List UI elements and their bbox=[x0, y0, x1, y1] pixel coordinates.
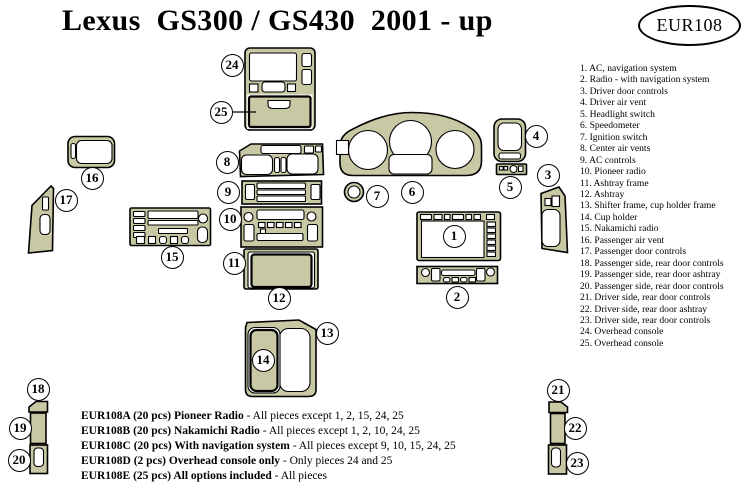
legend-item-5: 5. Headlight switch bbox=[580, 108, 655, 120]
piece-rear-door-controls-18 bbox=[29, 402, 48, 413]
page-title: Lexus GS300 / GS430 2001 - up bbox=[62, 4, 493, 37]
legend-item-25: 25. Overhead console bbox=[580, 337, 664, 349]
callout-23: 23 bbox=[566, 452, 589, 475]
legend-item-22: 22. Driver side, rear door ashtray bbox=[580, 303, 708, 315]
kit-description: - All pieces bbox=[271, 469, 327, 482]
piece-rear-door-ashtray-22 bbox=[551, 414, 566, 444]
callout-20: 20 bbox=[8, 449, 31, 472]
piece-pioneer-radio-10 bbox=[241, 207, 323, 247]
legend-item-16: 16. Passenger air vent bbox=[580, 234, 665, 246]
kit-code: EUR108E (25 pcs) All options included bbox=[81, 469, 272, 482]
legend-item-15: 15. Nakamichi radio bbox=[580, 223, 659, 235]
callout-12: 12 bbox=[268, 287, 291, 310]
callout-9: 9 bbox=[217, 181, 240, 204]
piece-passenger-air-vent-16 bbox=[68, 137, 115, 168]
piece-center-air-vents-8 bbox=[240, 144, 324, 177]
callout-2: 2 bbox=[446, 286, 469, 309]
callout-5: 5 bbox=[499, 176, 522, 199]
legend-item-20: 20. Passenger side, rear door controls bbox=[580, 280, 724, 292]
piece-rear-door-ashtray-19 bbox=[31, 413, 47, 444]
kit-description: - All pieces except 1, 2, 10, 24, 25 bbox=[259, 424, 420, 437]
legend-item-2: 2. Radio - with navigation system bbox=[580, 74, 710, 86]
legend-item-3: 3. Driver door controls bbox=[580, 85, 668, 97]
legend-item-7: 7. Ignition switch bbox=[580, 131, 648, 143]
callout-13: 13 bbox=[316, 322, 339, 345]
piece-ac-controls-9 bbox=[242, 181, 322, 204]
legend-item-18: 18. Passenger side, rear door controls bbox=[580, 257, 724, 269]
callout-14: 14 bbox=[252, 349, 275, 372]
piece-headlight-switch-5 bbox=[497, 164, 527, 175]
piece-rear-door-controls-21 bbox=[549, 402, 568, 413]
legend-item-19: 19. Passenger side, rear door ashtray bbox=[580, 269, 721, 281]
callout-8: 8 bbox=[216, 151, 239, 174]
legend-item-24: 24. Overhead console bbox=[580, 326, 664, 338]
piece-overhead-console-25 bbox=[232, 95, 313, 130]
callout-24: 24 bbox=[221, 54, 244, 77]
legend-item-8: 8. Center air vents bbox=[580, 143, 651, 155]
piece-nakamichi-radio-15 bbox=[130, 208, 211, 246]
kit-description: - Only pieces 24 and 25 bbox=[280, 454, 393, 467]
kit-description: - All pieces except 9, 10, 15, 24, 25 bbox=[289, 439, 456, 452]
callout-4: 4 bbox=[525, 125, 548, 148]
callout-16: 16 bbox=[81, 167, 104, 190]
kit-code: EUR108C (20 pcs) With navigation system bbox=[81, 439, 290, 452]
legend-item-21: 21. Driver side, rear door controls bbox=[580, 292, 711, 304]
kit-code: EUR108D (2 pcs) Overhead console only bbox=[81, 454, 281, 467]
kit-code: EUR108B (20 pcs) Nakamichi Radio bbox=[81, 424, 260, 437]
piece-speedometer-6 bbox=[337, 113, 482, 176]
piece-passenger-door-controls-17 bbox=[29, 186, 54, 253]
piece-rear-door-controls-20 bbox=[30, 445, 48, 474]
callout-6: 6 bbox=[401, 181, 424, 204]
legend-item-14: 14. Cup holder bbox=[580, 211, 638, 223]
legend-item-17: 17. Passenger door controls bbox=[580, 246, 687, 258]
callout-25: 25 bbox=[210, 101, 233, 124]
callout-10: 10 bbox=[219, 208, 242, 231]
legend-item-10: 10. Pioneer radio bbox=[580, 166, 646, 178]
callout-3: 3 bbox=[537, 164, 560, 187]
legend-item-23: 23. Driver side, rear door controls bbox=[580, 314, 711, 326]
legend-item-6: 6. Speedometer bbox=[580, 120, 640, 132]
callout-1: 1 bbox=[443, 225, 466, 248]
callout-17: 17 bbox=[55, 189, 78, 212]
callout-21: 21 bbox=[547, 379, 570, 402]
piece-driver-air-vent-4 bbox=[494, 119, 526, 162]
callout-19: 19 bbox=[9, 417, 32, 440]
piece-driver-door-controls-3 bbox=[541, 187, 568, 253]
callout-18: 18 bbox=[27, 378, 50, 401]
legend-item-9: 9. AC controls bbox=[580, 154, 636, 166]
legend-item-13: 13. Shifter frame, cup holder frame bbox=[580, 200, 716, 212]
piece-ashtray-12 bbox=[252, 255, 312, 288]
legend-item-11: 11. Ashtray frame bbox=[580, 177, 649, 189]
legend-item-1: 1. AC, navigation system bbox=[580, 63, 677, 74]
kit-code-badge: EUR108 bbox=[638, 5, 741, 46]
legend-item-4: 4. Driver air vent bbox=[580, 97, 647, 109]
piece-rear-door-controls-23 bbox=[549, 445, 567, 474]
piece-radio-navigation-2 bbox=[417, 267, 498, 284]
legend-item-12: 12. Ashtray bbox=[580, 188, 625, 200]
piece-ignition-switch-7 bbox=[345, 183, 364, 202]
kit-code: EUR108A (20 pcs) Pioneer Radio bbox=[81, 410, 244, 422]
callout-11: 11 bbox=[223, 252, 246, 275]
callout-7: 7 bbox=[366, 185, 389, 208]
callout-22: 22 bbox=[564, 417, 587, 440]
callout-15: 15 bbox=[161, 246, 184, 269]
kit-description: - All pieces except 1, 2, 15, 24, 25 bbox=[243, 410, 404, 422]
